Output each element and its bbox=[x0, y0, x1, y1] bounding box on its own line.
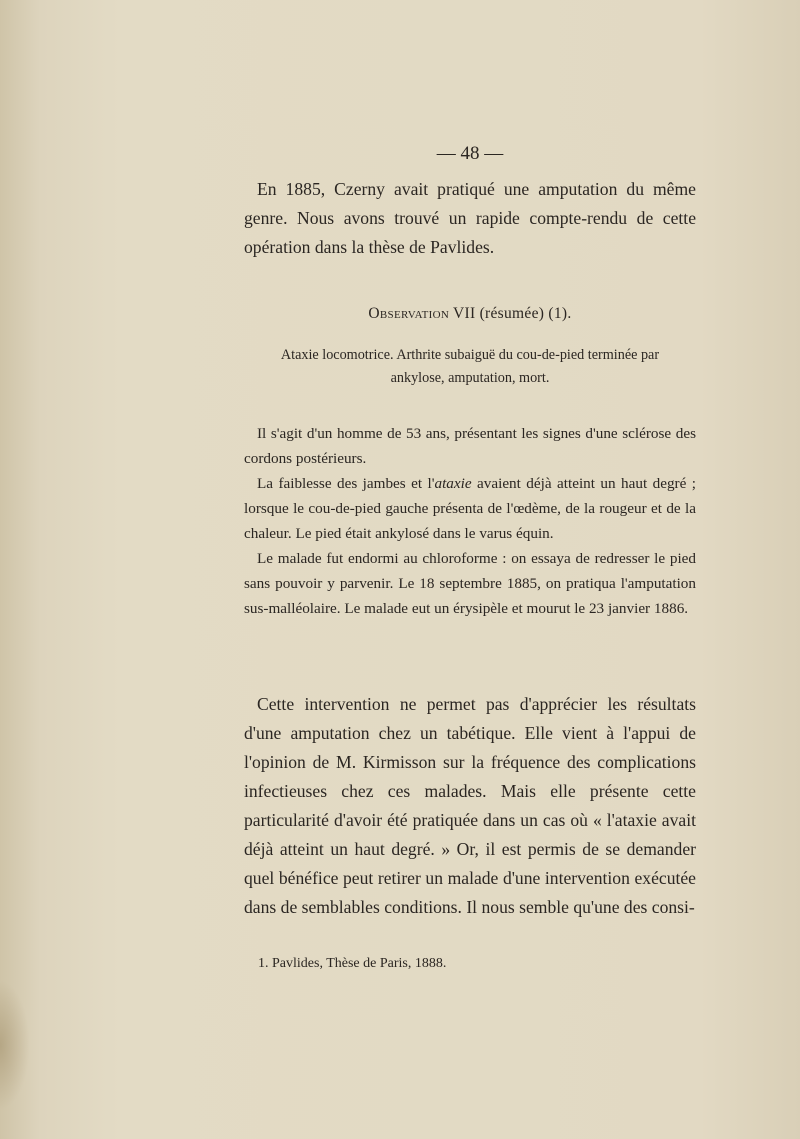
footnote: 1. Pavlides, Thèse de Paris, 1888. bbox=[258, 956, 447, 971]
subtitle-line-1: Ataxie locomotrice. Arthrite subaiguë du cou-de-pied terminée par bbox=[280, 347, 660, 363]
p2-after: avaient déjà atteint un haut degré ; lorsque le cou-de-pied gauche présenta de l'œdème, de la rougeur et de la chaleur. Le pied était ankylosé dans le varus équin. bbox=[244, 475, 696, 542]
observation-title bbox=[244, 305, 696, 323]
observation-label: Observation bbox=[368, 305, 450, 322]
p2-before: La faiblesse des jambes et l' bbox=[257, 475, 435, 492]
page-number: — 48 — bbox=[436, 143, 504, 164]
p2-italic: ataxie bbox=[434, 475, 472, 492]
observation-number: VII (résumée) (1). bbox=[452, 305, 572, 322]
observation-subtitle bbox=[244, 344, 696, 390]
observation-paragraph-1: Il s'agit d'un homme de 53 ans, présentant les signes d'une sclérose des cordons postérieurs. bbox=[244, 425, 696, 467]
paper-stain bbox=[0, 980, 30, 1110]
discussion-paragraph: Cette intervention ne permet pas d'apprécier les résultats d'une amputation chez un tabétique. Elle vient à l'appui de l'opinion de M. Kirmisson sur la fréquence des complications infectieuses chez ces malades. Mais elle présente cette particularité d'avoir été pratiquée dans un cas où « l'ataxie avait déjà atteint un haut degré. » Or, il est permis de se demander quel bénéfice peut retirer un malade d'une intervention exécutée dans de semblables conditions. Il nous semble qu'une des consi- bbox=[244, 694, 696, 917]
subtitle-line-2: ankylose, amputation, mort. bbox=[390, 370, 550, 386]
observation-paragraph-2 bbox=[244, 471, 696, 546]
observation-paragraph-3: Le malade fut endormi au chloroforme : on essaya de redresser le pied sans pouvoir y parvenir. Le 18 septembre 1885, on pratiqua l'amputation sus-malléolaire. Le malade eut un érysipèle et mourut le 23 janvier 1886. bbox=[244, 550, 696, 617]
intro-paragraph: En 1885, Czerny avait pratiqué une amputation du même genre. Nous avons trouvé un rapide compte-rendu de cette opération dans la thèse de Pavlides. bbox=[244, 179, 696, 257]
observation-body bbox=[244, 421, 696, 621]
